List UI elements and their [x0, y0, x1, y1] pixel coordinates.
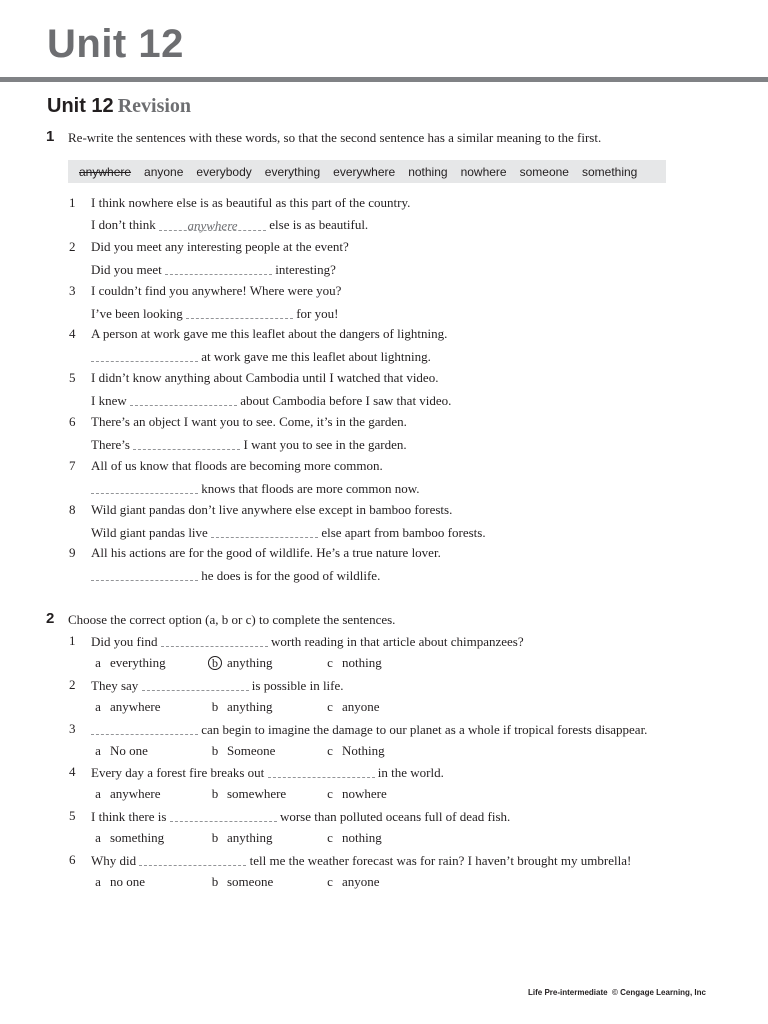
answer-gap	[159, 217, 266, 231]
sentence-2-before: Wild giant pandas live	[91, 524, 208, 540]
option-a	[91, 873, 146, 891]
sentence-original	[0, 194, 768, 212]
option-text: nowhere	[342, 786, 387, 802]
option-letter: b	[211, 786, 219, 802]
option-letter: a	[95, 742, 101, 758]
sentence-2-before: Did you meet	[91, 261, 162, 277]
option-letter: c	[327, 698, 333, 714]
sentence-1: I couldn’t find you anywhere! Where were you?	[91, 282, 342, 298]
word-box-item: everything	[264, 164, 321, 179]
question-before: They say	[91, 677, 139, 693]
sentence-original	[0, 282, 768, 300]
sentence-original	[0, 369, 768, 387]
answer-gap	[161, 633, 268, 647]
sentence-1: A person at work gave me this leaflet about the dangers of lightning.	[91, 326, 448, 342]
item-number: 1	[69, 633, 76, 648]
option-letter: a	[95, 786, 101, 802]
sentence-2	[91, 391, 451, 410]
sentence-2-after: knows that floods are more common now.	[201, 480, 420, 496]
question	[0, 632, 768, 650]
word-box-item: everywhere	[333, 164, 396, 179]
item-number: 6	[69, 852, 76, 867]
sentence-original	[0, 238, 768, 256]
option-a	[91, 742, 148, 760]
question-after: worth reading in that article about chimpanzees?	[270, 634, 524, 649]
sentence-rewrite	[0, 479, 768, 497]
option-letter: c	[327, 830, 333, 846]
sentence-2	[91, 347, 431, 366]
exercise-2-number: 2	[46, 610, 55, 627]
option-letter: a	[95, 698, 101, 714]
answer-gap	[165, 261, 272, 275]
answer-gap	[91, 567, 198, 581]
sentence-rewrite	[0, 435, 768, 453]
item-number: 1	[69, 195, 76, 210]
item-number: 5	[69, 370, 76, 386]
option-letter: c	[327, 786, 333, 802]
answer-gap	[139, 852, 246, 866]
answer-gap	[142, 677, 249, 691]
example-answer: anywhere	[187, 217, 238, 233]
option-letter: a	[95, 830, 101, 846]
sentence-2-after: for you!	[296, 305, 339, 321]
title-rule	[0, 77, 768, 82]
sentence-2-after: he does is for the good of wildlife.	[201, 568, 381, 584]
question-after: is possible in life.	[251, 677, 344, 693]
item-number: 2	[69, 238, 76, 254]
item-number: 7	[69, 457, 76, 473]
option-a	[91, 829, 165, 847]
sentence-2-after: at work gave me this leaflet about lightning.	[201, 349, 431, 365]
item-number: 9	[69, 545, 76, 561]
option-letter: a	[95, 654, 101, 670]
word-box-item: nowhere	[460, 164, 507, 179]
answer-gap	[268, 764, 375, 778]
answer-gap	[91, 480, 198, 494]
question-before: Why did	[91, 853, 137, 868]
option-text: something	[110, 830, 165, 846]
sentence-1: I think nowhere else is as beautiful as this part of the country.	[91, 195, 411, 210]
sentence-1: Wild giant pandas don’t live anywhere else except in bamboo forests.	[91, 501, 453, 517]
option-b	[208, 873, 274, 891]
question-before: Every day a forest fire breaks out	[91, 765, 265, 781]
option-letter: b	[211, 873, 219, 889]
question	[0, 676, 768, 694]
option-letter: b	[211, 698, 219, 714]
sentence-rewrite	[0, 216, 768, 234]
question	[0, 851, 768, 869]
answer-gap	[91, 348, 198, 362]
sentence-2	[91, 435, 407, 454]
option-text: anything	[227, 830, 273, 846]
sentence-2-before: I don’t think	[91, 216, 156, 232]
word-box-item: nothing	[408, 164, 448, 179]
option-b	[208, 829, 273, 847]
item-number: 4	[69, 326, 76, 342]
sentence-rewrite	[0, 523, 768, 541]
question	[0, 720, 768, 738]
sentence-original	[0, 544, 768, 562]
question-text	[91, 807, 510, 826]
answer-gap	[186, 305, 293, 319]
option-letter: c	[327, 873, 333, 889]
sentence-2-after: else apart from bamboo forests.	[321, 524, 486, 540]
sentence-2-after: about Cambodia before I saw that video.	[240, 393, 452, 409]
footer-book: Life Pre-intermediate	[528, 988, 608, 997]
sentence-2	[91, 260, 336, 279]
option-letter: c	[327, 654, 333, 670]
exercise-1-instruction: Re-write the sentences with these words, so that the second sentence has a similar meaning to the first.	[68, 130, 602, 145]
word-box-item: anyone	[144, 164, 184, 179]
word-box	[68, 160, 666, 183]
option-text: no one	[110, 873, 146, 889]
sentence-2	[91, 523, 486, 542]
item-number: 4	[69, 764, 76, 780]
exercise-1-number: 1	[46, 128, 55, 145]
word-box-item: everybody	[196, 164, 252, 179]
sentence-original	[0, 501, 768, 519]
option-text: anything	[227, 698, 273, 714]
option-text: anyone	[342, 873, 380, 889]
question-after: worse than polluted oceans full of dead fish.	[279, 809, 511, 825]
sentence-2-after: else is as beautiful.	[269, 216, 369, 232]
sentence-2	[91, 479, 420, 498]
word-box-item: anywhere	[79, 164, 132, 179]
option-text: Someone	[227, 742, 276, 758]
sentence-original	[0, 325, 768, 343]
option-c	[323, 785, 387, 803]
circled-option-letter: b	[208, 656, 222, 670]
sentence-2-before: I’ve been looking	[91, 305, 183, 321]
unit-title: Unit 12	[47, 22, 184, 66]
sentence-rewrite	[0, 347, 768, 365]
option-c	[323, 698, 380, 716]
sentence-2-after: I want you to see in the garden.	[243, 436, 407, 452]
item-number: 3	[69, 282, 76, 298]
item-number: 8	[69, 501, 76, 517]
question-after: can begin to imagine the damage to our planet as a whole if tropical forests disappear.	[201, 721, 648, 737]
option-c	[323, 873, 380, 891]
item-number: 6	[69, 414, 76, 429]
question-before: Did you find	[91, 634, 158, 649]
sentence-1: Did you meet any interesting people at the event?	[91, 238, 349, 254]
item-number: 2	[69, 676, 76, 692]
question	[0, 763, 768, 781]
option-text: nothing	[342, 654, 382, 670]
question-text	[91, 676, 344, 695]
option-letter: b	[211, 830, 219, 846]
option-text: nothing	[342, 830, 382, 846]
sentence-original	[0, 413, 768, 431]
sentence-2-after: interesting?	[275, 261, 336, 277]
question	[0, 807, 768, 825]
revision-heading	[47, 95, 191, 118]
question-text	[91, 632, 524, 651]
option-text: No one	[110, 742, 148, 758]
option-text: anyone	[342, 698, 380, 714]
option-b	[208, 698, 273, 716]
sentence-rewrite	[0, 304, 768, 322]
item-number: 3	[69, 720, 76, 736]
option-b	[208, 654, 273, 672]
question-text	[91, 720, 647, 739]
option-a	[91, 654, 166, 672]
word-box-item: someone	[519, 164, 569, 179]
option-text: Nothing	[342, 742, 385, 758]
sentence-rewrite	[0, 391, 768, 409]
option-text: anywhere	[110, 786, 161, 802]
revision-word: Revision	[117, 95, 192, 117]
option-text: someone	[227, 873, 274, 889]
option-a	[91, 698, 161, 716]
sentence-2	[91, 566, 380, 585]
sentence-2	[91, 304, 338, 323]
sentence-1: There’s an object I want you to see. Come, it’s in the garden.	[91, 414, 407, 429]
item-number: 5	[69, 808, 76, 824]
option-b	[208, 785, 287, 803]
option-c	[323, 654, 382, 672]
sentence-rewrite	[0, 566, 768, 584]
answer-gap	[170, 808, 277, 822]
option-b	[208, 742, 276, 760]
option-letter: a	[95, 873, 101, 889]
answer-gap	[91, 721, 198, 735]
option-c	[323, 742, 385, 760]
option-a	[91, 785, 161, 803]
option-text: everything	[110, 654, 166, 670]
question-after: in the world.	[377, 765, 444, 781]
question-text	[91, 851, 631, 870]
option-text: anywhere	[110, 698, 161, 714]
question-before: I think there is	[91, 809, 167, 825]
sentence-2	[91, 216, 368, 234]
option-letter: c	[327, 742, 333, 758]
sentence-1: All his actions are for the good of wildlife. He’s a true nature lover.	[91, 545, 441, 561]
sentence-original	[0, 457, 768, 475]
revision-unit-label: Unit 12	[47, 95, 114, 117]
answer-gap	[130, 392, 237, 406]
option-letter: b	[211, 742, 219, 758]
option-c	[323, 829, 382, 847]
sentence-rewrite	[0, 260, 768, 278]
answer-gap	[211, 524, 318, 538]
option-text: anything	[227, 654, 273, 670]
sentence-2-before: I knew	[91, 393, 127, 409]
answer-gap	[133, 436, 240, 450]
footer	[528, 988, 706, 997]
footer-copyright: © Cengage Learning, Inc	[612, 988, 706, 997]
question-text	[91, 763, 444, 782]
sentence-1: All of us know that floods are becoming more common.	[91, 457, 383, 473]
sentence-1: I didn’t know anything about Cambodia until I watched that video.	[91, 370, 439, 386]
question-after: tell me the weather forecast was for rain? I haven’t brought my umbrella!	[249, 853, 632, 868]
sentence-2-before: There’s	[91, 436, 130, 452]
option-text: somewhere	[227, 786, 287, 802]
exercise-2-instruction: Choose the correct option (a, b or c) to complete the sentences.	[68, 612, 396, 627]
word-box-item: something	[581, 164, 638, 179]
